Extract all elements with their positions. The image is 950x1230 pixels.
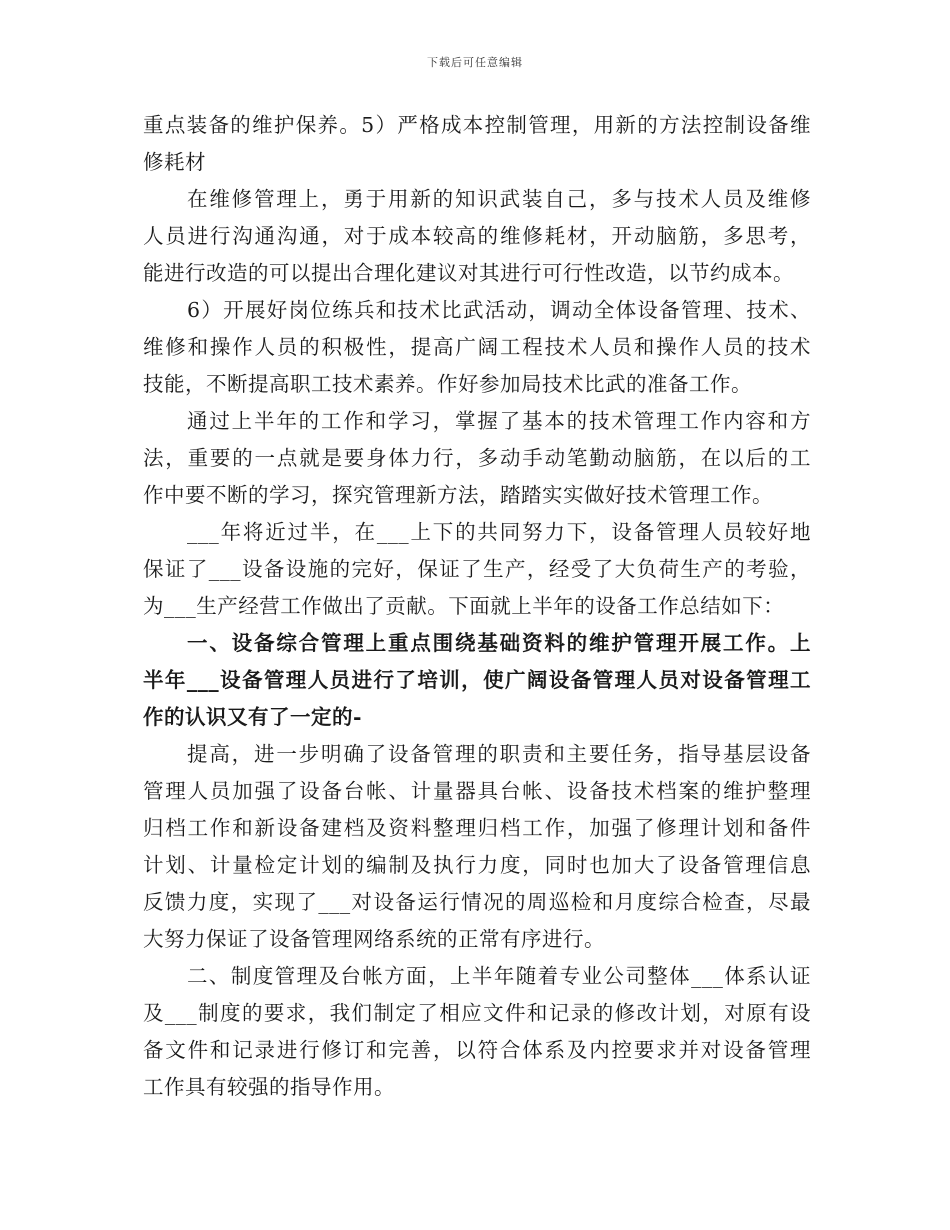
text-line: 管理人员加强了设备台帐、计量器具台帐、设备技术档案的维护整理	[143, 779, 811, 803]
text-line: 为___生产经营工作做出了贡献。下面就上半年的设备工作总结如下：	[143, 594, 785, 618]
text-line: 作中要不断的学习，探究管理新方法，踏踏实实做好技术管理工作。	[143, 483, 773, 507]
text-line: 法，重要的一点就是要身体力行，多动手动笔勤动脑筋，在以后的工	[143, 446, 811, 470]
page-header-note: 下载后可任意编辑	[427, 56, 523, 69]
text-line: 修耗材	[143, 150, 206, 174]
text-line: 归档工作和新设备建档及资料整理归档工作，加强了修理计划和备件	[143, 816, 811, 840]
text-line: 计划、计量检定计划的编制及执行力度，同时也加大了设备管理信息	[143, 853, 811, 877]
text-line: 反馈力度，实现了___对设备运行情况的周巡检和月度综合检查，尽最	[143, 890, 811, 914]
paragraph	[143, 514, 811, 625]
text-line: 提高，进一步明确了设备管理的职责和主要任务，指导基层设备	[187, 742, 811, 766]
text-line: 重点装备的维护保养。5）严格成本控制管理，用新的方法控制设备维	[143, 113, 811, 137]
text-line: 在维修管理上，勇于用新的知识武装自己，多与技术人员及维修	[187, 187, 811, 211]
text-line: 作的认识又有了一定的-	[143, 705, 363, 729]
paragraph	[143, 292, 811, 403]
text-line: 技能，不断提高职工技术素养。作好参加局技术比武的准备工作。	[143, 372, 752, 396]
text-line: 及___制度的要求，我们制定了相应文件和记录的修改计划，对原有设	[143, 1001, 811, 1025]
text-line: ___年将近过半，在___上下的共同努力下，设备管理人员较好地	[187, 520, 811, 544]
text-line: 通过上半年的工作和学习，掌握了基本的技术管理工作内容和方	[187, 409, 811, 433]
paragraph	[143, 958, 811, 1106]
text-line: 工作具有较强的指导作用。	[143, 1075, 395, 1099]
text-line: 维修和操作人员的积极性，提高广阔工程技术人员和操作人员的技术	[143, 335, 811, 359]
paragraph	[143, 181, 811, 292]
text-line: 一、设备综合管理上重点围绕基础资料的维护管理开展工作。上	[187, 631, 811, 655]
text-line: 二、制度管理及台帐方面，上半年随着专业公司整体___体系认证	[187, 964, 811, 988]
text-line: 备文件和记录进行修订和完善，以符合体系及内控要求并对设备管理	[143, 1038, 811, 1062]
text-line: 人员进行沟通沟通，对于成本较高的维修耗材，开动脑筋，多思考，	[143, 224, 811, 248]
paragraph	[143, 403, 811, 514]
text-line: 半年___设备管理人员进行了培训，使广阔设备管理人员对设备管理工	[143, 668, 811, 692]
text-line: 保证了___设备设施的完好，保证了生产，经受了大负荷生产的考验，	[143, 557, 811, 581]
text-line: 能进行改造的可以提出合理化建议对其进行可行性改造，以节约成本。	[143, 261, 794, 285]
document-body	[143, 107, 811, 1106]
paragraph	[143, 625, 811, 736]
text-line: 6）开展好岗位练兵和技术比武活动，调动全体设备管理、技术、	[187, 298, 811, 322]
text-line: 大努力保证了设备管理网络系统的正常有序进行。	[143, 927, 605, 951]
paragraph	[143, 736, 811, 958]
paragraph	[143, 107, 811, 181]
